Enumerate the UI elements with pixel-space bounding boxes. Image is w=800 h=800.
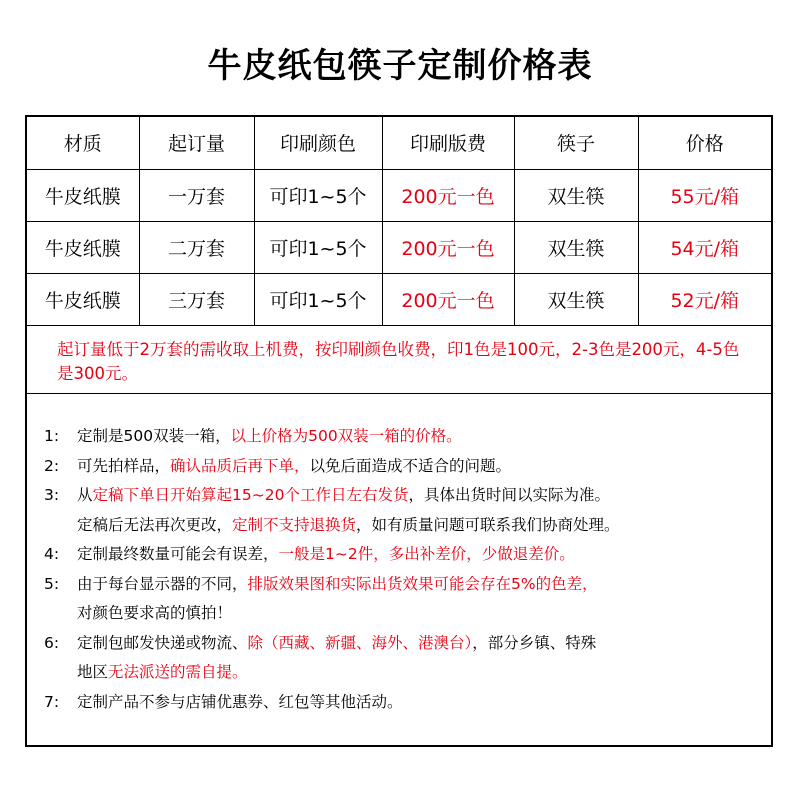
- header-moq: 起订量: [139, 117, 254, 169]
- term-highlight: 定制不支持退换货: [232, 515, 357, 534]
- cell-colors: 可印1~5个: [254, 273, 382, 325]
- table-row: [27, 169, 771, 221]
- term-text: 定制产品不参与店铺优惠券、红包等其他活动。: [77, 692, 403, 711]
- term-highlight: 确认品质后再下单，: [170, 456, 310, 475]
- term-highlight: 以上价格为500双装一箱的价格。: [230, 427, 462, 445]
- term-item-1: [44, 422, 751, 452]
- term-item-3-continued: [44, 511, 751, 541]
- term-item-2: [44, 452, 751, 482]
- cell-price: 52元/箱: [638, 273, 771, 325]
- term-number: 2:: [44, 456, 60, 475]
- term-text: ，如有质量问题可联系我们协商处理。: [356, 515, 620, 534]
- cell-material: 牛皮纸膜: [27, 273, 139, 325]
- term-item-5: [44, 570, 751, 600]
- term-highlight: 除（西藏、新疆、海外、港澳台）: [247, 633, 473, 652]
- table-row: [27, 273, 771, 325]
- page-title: 牛皮纸包筷子定制价格表: [207, 46, 593, 86]
- cell-colors: 可印1~5个: [254, 221, 382, 273]
- header-price: 价格: [638, 117, 771, 169]
- table-row: [27, 221, 771, 273]
- term-text: 定制最终数量可能会有误差，: [77, 545, 279, 563]
- setup-fee-note: 起订量低于2万套的需收取上机费，按印刷颜色收费，印1色是100元，2-3色是200元，4-5色是300元。: [27, 326, 771, 394]
- table-header-row: [27, 117, 771, 169]
- cell-plate-fee: 200元一色: [382, 221, 514, 273]
- cell-moq: 一万套: [139, 169, 254, 221]
- term-item-6-continued: [44, 658, 751, 688]
- term-number: 7:: [44, 692, 60, 711]
- term-item-5-continued: [44, 599, 751, 629]
- cell-colors: 可印1~5个: [254, 169, 382, 221]
- term-number: 6:: [44, 633, 60, 652]
- header-print-colors: 印刷颜色: [254, 117, 382, 169]
- term-text: 定制是500双装一箱，: [77, 427, 231, 445]
- cell-chopsticks: 双生筷: [514, 273, 638, 325]
- term-item-4: [44, 540, 751, 570]
- term-highlight: 排版效果图和实际出货效果可能会存在5%的色差，: [247, 574, 598, 593]
- term-number: 4:: [44, 545, 60, 563]
- cell-moq: 二万套: [139, 221, 254, 273]
- header-material: 材质: [27, 117, 139, 169]
- term-number: 5:: [44, 574, 60, 593]
- term-highlight: 一般是1~2件，多出补差价，少做退差价。: [278, 545, 575, 563]
- cell-plate-fee: 200元一色: [382, 169, 514, 221]
- cell-price: 54元/箱: [638, 221, 771, 273]
- term-item-7: [44, 688, 751, 718]
- cell-material: 牛皮纸膜: [27, 169, 139, 221]
- terms-list: [27, 394, 771, 717]
- header-chopsticks: 筷子: [514, 117, 638, 169]
- term-number: 1:: [44, 427, 60, 445]
- term-highlight: 定稿下单日开始算起15~20个工作日左右发货: [92, 486, 409, 504]
- cell-chopsticks: 双生筷: [514, 221, 638, 273]
- price-table: [27, 117, 771, 326]
- cell-chopsticks: 双生筷: [514, 169, 638, 221]
- term-highlight: 无法派送的需自提。: [108, 663, 248, 681]
- cell-moq: 三万套: [139, 273, 254, 325]
- term-text: 由于每台显示器的不同，: [77, 574, 248, 593]
- term-text: 定制包邮发快递或物流、: [77, 633, 248, 652]
- term-text: ，具体出货时间以实际为准。: [408, 486, 610, 504]
- header-plate-fee: 印刷版费: [382, 117, 514, 169]
- term-text: ，部分乡镇、特殊: [472, 633, 597, 652]
- term-number: 3:: [44, 486, 60, 504]
- term-text: 以免后面造成不适合的问题。: [309, 456, 512, 475]
- term-text: 地区: [77, 663, 109, 681]
- cell-material: 牛皮纸膜: [27, 221, 139, 273]
- price-sheet: [25, 115, 773, 747]
- term-text: 对颜色要求高的慎拍！: [77, 604, 233, 622]
- term-text: 从: [77, 486, 93, 504]
- cell-plate-fee: 200元一色: [382, 273, 514, 325]
- term-text: 可先拍样品，: [77, 456, 171, 475]
- term-text: 定稿后无法再次更改，: [77, 515, 233, 534]
- cell-price: 55元/箱: [638, 169, 771, 221]
- term-item-3: [44, 481, 751, 511]
- term-item-6: [44, 629, 751, 659]
